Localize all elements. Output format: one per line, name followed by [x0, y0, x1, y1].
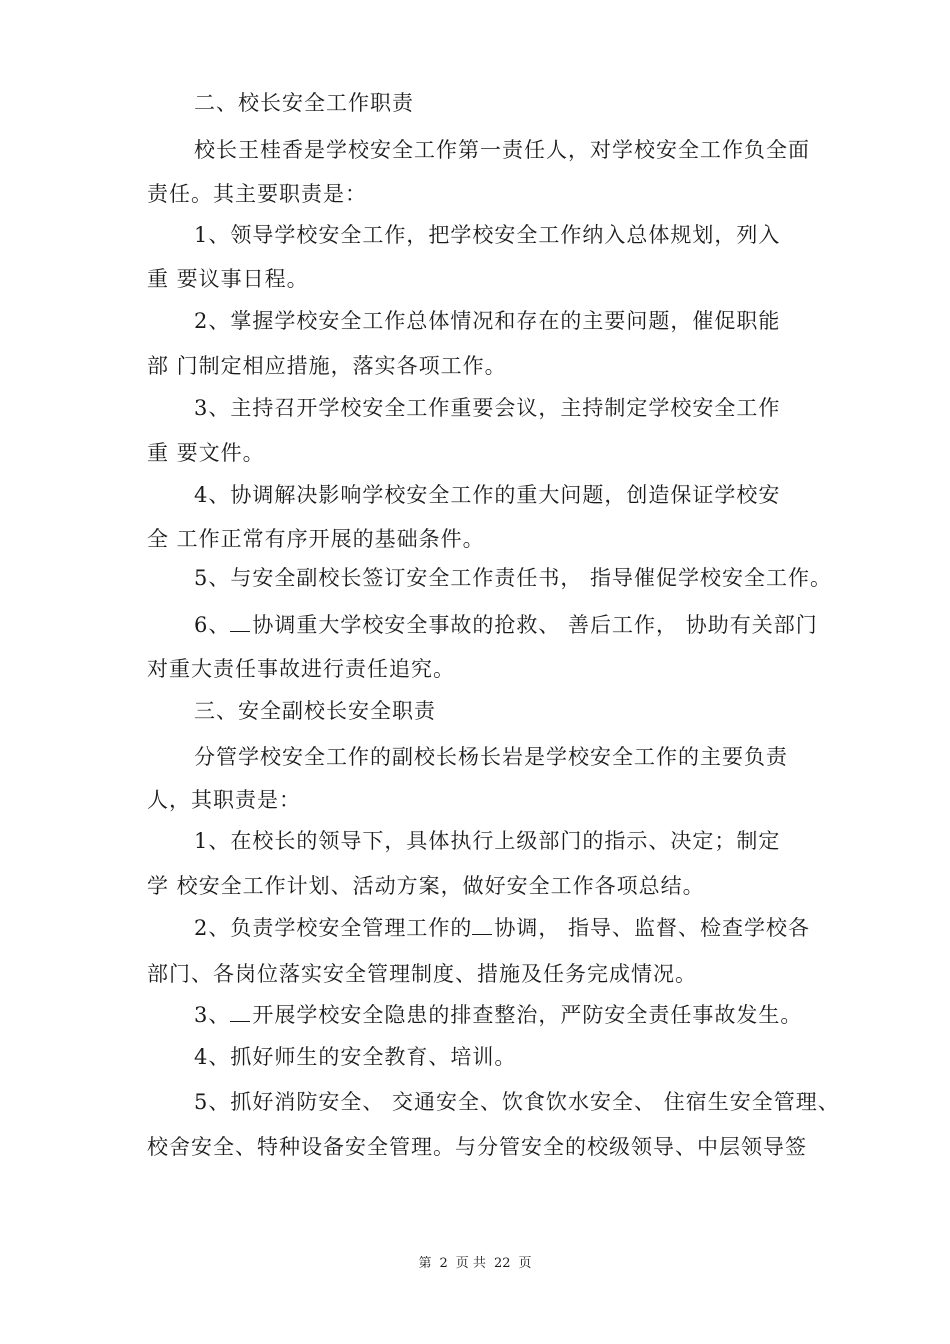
list-item-line: 5、与安全副校长签订安全工作责任书， 指导催促学校安全工作。	[194, 566, 833, 590]
fill-blank	[472, 914, 492, 935]
fill-blank	[230, 611, 250, 632]
list-item-line: 部 门制定相应措施，落实各项工作。	[147, 354, 507, 378]
section-heading: 二、校长安全工作职责	[194, 91, 414, 115]
item-text: 协调重大学校安全事故的抢救、 善后工作， 协助有关部门	[252, 613, 818, 637]
fill-blank	[230, 1001, 250, 1022]
list-item-line: 全 工作正常有序开展的基础条件。	[147, 527, 485, 551]
list-item-line: 5、抓好消防安全、 交通安全、饮食饮水安全、 住宿生安全管理、	[194, 1090, 840, 1114]
paragraph-line: 责任。其主要职责是：	[147, 182, 367, 206]
footer-middle: 页 共	[455, 1256, 486, 1271]
list-item-line: 学 校安全工作计划、活动方案，做好安全工作各项总结。	[147, 874, 705, 898]
list-item-line: 重 要议事日程。	[147, 267, 309, 291]
item-number: 6、	[194, 613, 231, 637]
page-number: 2	[439, 1256, 448, 1271]
footer-prefix: 第	[418, 1256, 432, 1271]
section-heading: 三、安全副校长安全职责	[194, 699, 436, 723]
item-text: 2、负责学校安全管理工作的	[194, 916, 473, 940]
list-item-line: 1、领导学校安全工作，把学校安全工作纳入总体规划，列入	[194, 223, 781, 247]
list-item-line	[194, 914, 810, 942]
page-total: 22	[493, 1256, 511, 1271]
page-footer	[0, 1255, 950, 1273]
list-item-line	[194, 1001, 802, 1029]
footer-suffix: 页	[518, 1256, 532, 1271]
list-item-line: 4、协调解决影响学校安全工作的重大问题，创造保证学校安	[194, 483, 781, 507]
item-text: 开展学校安全隐患的排查整治，严防安全责任事故发生。	[252, 1003, 803, 1027]
list-item-line: 3、主持召开学校安全工作重要会议，主持制定学校安全工作	[194, 396, 781, 420]
paragraph-line: 分管学校安全工作的副校长杨长岩是学校安全工作的主要负责	[194, 745, 788, 769]
list-item-line: 校舍安全、特种设备安全管理。与分管安全的校级领导、中层领导签	[147, 1135, 807, 1159]
paragraph-line: 人，其职责是：	[147, 788, 301, 812]
list-item-line: 4、抓好师生的安全教育、培训。	[194, 1045, 517, 1069]
list-item-line: 部门、各岗位落实安全管理制度、措施及任务完成情况。	[147, 962, 697, 986]
list-item-line: 重 要文件。	[147, 441, 265, 465]
paragraph-line: 校长王桂香是学校安全工作第一责任人，对学校安全工作负全面	[194, 138, 810, 162]
item-number: 3、	[194, 1003, 231, 1027]
list-item-line: 对重大责任事故进行责任追究。	[147, 657, 455, 681]
list-item-line: 1、在校长的领导下，具体执行上级部门的指示、决定；制定	[194, 829, 781, 853]
list-item-line	[194, 611, 818, 639]
list-item-line: 2、掌握学校安全工作总体情况和存在的主要问题，催促职能	[194, 309, 781, 333]
item-text: 协调， 指导、监督、检查学校各	[494, 916, 811, 940]
